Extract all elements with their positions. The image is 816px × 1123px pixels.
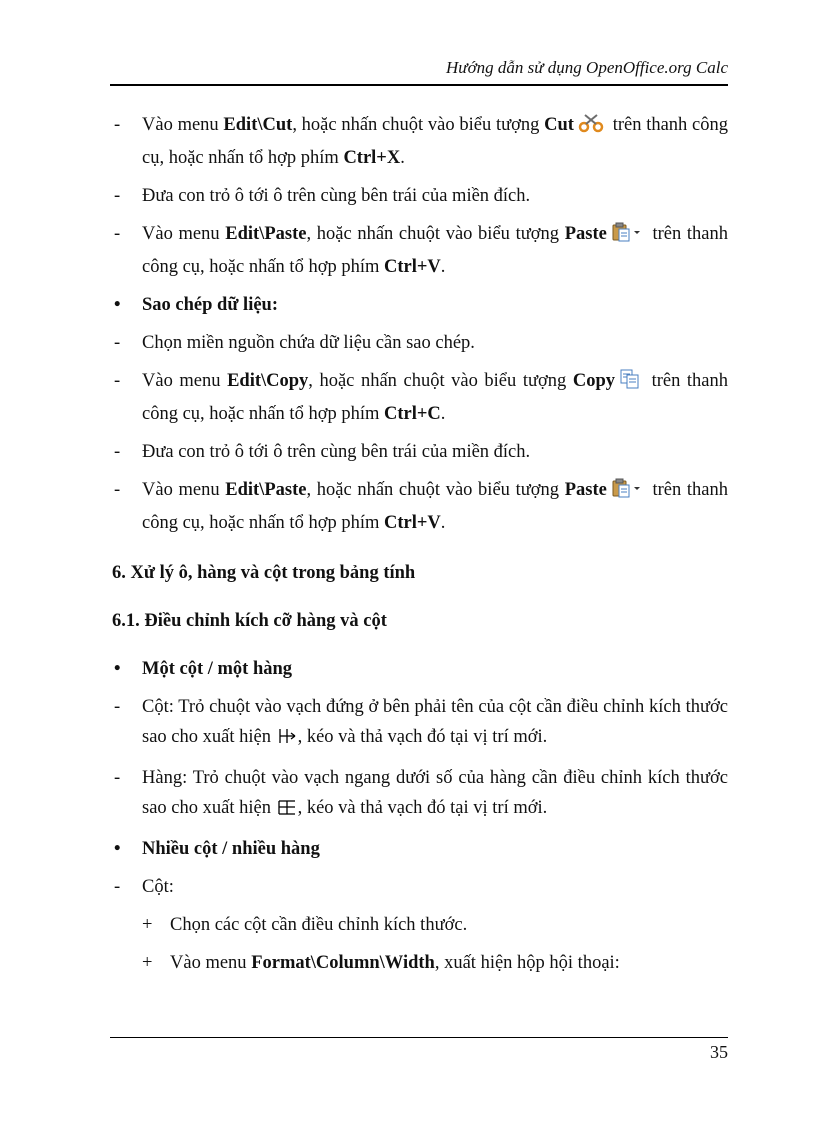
footer-rule bbox=[110, 1037, 728, 1038]
list-item-select-source: - Chọn miền nguồn chứa dữ liệu cần sao chép. bbox=[112, 328, 728, 358]
list-item-paste-2: - Vào menu Edit\Paste, hoặc nhấn chuột vào biểu tượng Paste trên thanh công cụ, hoặc nhấn tổ hợp phím Ctrl+V. bbox=[112, 475, 728, 538]
list-item-paste-1: - Vào menu Edit\Paste, hoặc nhấn chuột vào biểu tượng Paste trên thanh công cụ, hoặc nhấn tổ hợp phím Ctrl+V. bbox=[112, 219, 728, 282]
section-6-heading: 6. Xử lý ô, hàng và cột trong bảng tính bbox=[112, 563, 416, 583]
paste-icon bbox=[611, 222, 643, 252]
menu-edit-cut: Edit\Cut bbox=[223, 115, 293, 135]
sub-item-format-width: + Vào menu Format\Column\Width, xuất hiện hộp hội thoại: bbox=[112, 948, 728, 978]
shortcut-ctrl-v: Ctrl+V bbox=[384, 257, 441, 277]
list-item-cursor-1: - Đưa con trỏ ô tới ô trên cùng bên trái của miền đích. bbox=[112, 181, 728, 211]
list-item-copy: - Vào menu Edit\Copy, hoặc nhấn chuột vào biểu tượng Copy trên thanh công cụ, hoặc nhấn tổ hợp phím Ctrl+C. bbox=[112, 366, 728, 429]
copy-label: Copy bbox=[572, 371, 615, 391]
list-item-cut: - Vào menu Edit\Cut, hoặc nhấn chuột vào biểu tượng Cut trên thanh công cụ, hoặc nhấn tổ hợp phím Ctrl+X. bbox=[112, 110, 728, 173]
list-item-column-resize: - Cột: Trỏ chuột vào vạch đứng ở bên phải tên của cột cần điều chỉnh kích thước sao cho xuất hiện , kéo và thả vạch đó tại vị trí mới. bbox=[112, 692, 728, 755]
row-resize-cursor-icon bbox=[277, 796, 297, 826]
paste-label: Paste bbox=[564, 224, 607, 244]
paste-label: Paste bbox=[564, 480, 607, 500]
paste-icon bbox=[611, 478, 643, 508]
menu-edit-paste: Edit\Paste bbox=[225, 224, 307, 244]
header-rule bbox=[110, 84, 728, 86]
copy-data-heading: • Sao chép dữ liệu: bbox=[112, 290, 728, 320]
shortcut-ctrl-v: Ctrl+V bbox=[384, 513, 441, 533]
list-item-row-resize: - Hàng: Trỏ chuột vào vạch ngang dưới số của hàng cần điều chỉnh kích thước sao cho xuất hiện , kéo và thả vạch đó tại vị trí mới. bbox=[112, 763, 728, 826]
running-header: Hướng dẫn sử dụng OpenOffice.org Calc bbox=[446, 58, 728, 77]
scissors-icon bbox=[578, 113, 604, 143]
copy-icon bbox=[619, 369, 641, 399]
single-col-row-heading: • Một cột / một hàng bbox=[112, 654, 728, 684]
page-body bbox=[112, 110, 728, 986]
page-number: 35 bbox=[710, 1042, 728, 1062]
shortcut-ctrl-c: Ctrl+C bbox=[384, 404, 441, 424]
list-item-columns-label: - Cột: bbox=[112, 872, 728, 902]
cut-label: Cut bbox=[544, 115, 574, 135]
menu-edit-paste: Edit\Paste bbox=[225, 480, 307, 500]
sub-item-select-columns: + Chọn các cột cần điều chỉnh kích thước. bbox=[112, 910, 728, 940]
menu-format-column-width: Format\Column\Width bbox=[251, 953, 435, 973]
shortcut-ctrl-x: Ctrl+X bbox=[343, 148, 401, 168]
column-resize-cursor-icon bbox=[277, 725, 297, 755]
section-6-1-heading: 6.1. Điều chỉnh kích cỡ hàng và cột bbox=[112, 611, 387, 631]
multi-col-row-heading: • Nhiều cột / nhiều hàng bbox=[112, 834, 728, 864]
list-item-cursor-2: - Đưa con trỏ ô tới ô trên cùng bên trái của miền đích. bbox=[112, 437, 728, 467]
menu-edit-copy: Edit\Copy bbox=[227, 371, 309, 391]
